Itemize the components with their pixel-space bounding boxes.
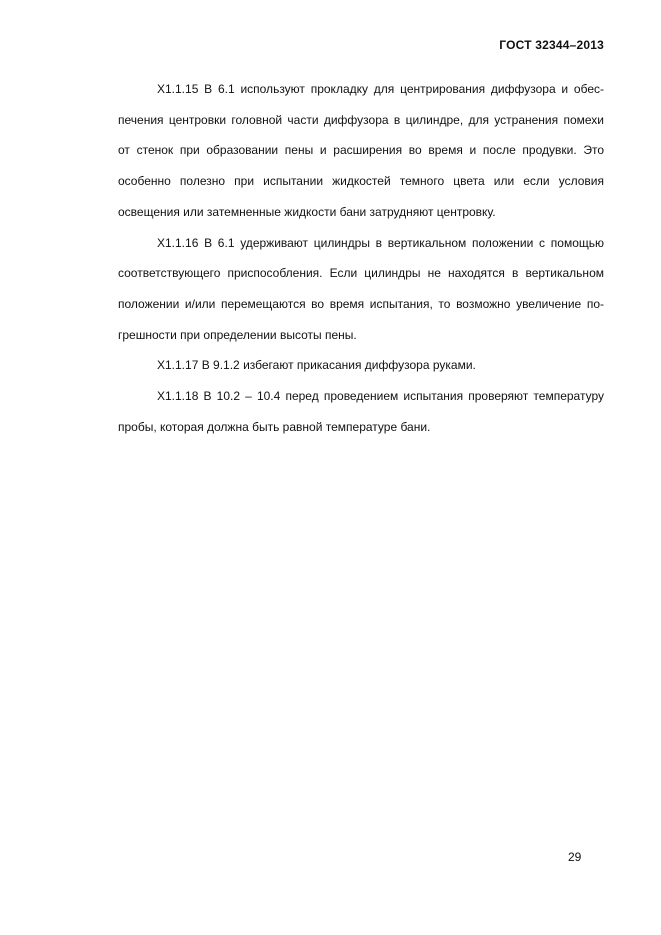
text-line: освещения или затемненные жидкости бани затрудняют центровку. <box>118 204 496 219</box>
text-line: грешности при определении высоты пены. <box>118 327 357 342</box>
paragraph-x1-1-18 <box>79 381 604 442</box>
text-line: печения центровки головной части диффузора в цилиндре, для устранения помехи <box>118 112 604 127</box>
text-line: соответствующего приспособления. Если цилиндры не находятся в вертикальном <box>118 266 604 281</box>
document-body <box>79 74 604 442</box>
page-number: 29 <box>568 850 582 864</box>
paragraph-x1-1-16 <box>79 228 604 351</box>
text-line: от стенок при образовании пены и расширения во время и после продувки. Это <box>118 143 604 158</box>
text-line: X1.1.16 В 6.1 удерживают цилиндры в вертикальном положении с помощью <box>157 235 604 250</box>
text-line: пробы, которая должна быть равной температуре бани. <box>118 419 431 434</box>
paragraph-x1-1-15 <box>79 74 604 228</box>
text-line: X1.1.17 В 9.1.2 избегают прикасания диффузора руками. <box>157 358 476 373</box>
text-line: положении и/или перемещаются во время испытания, то возможно увеличение по- <box>118 296 604 311</box>
text-line: X1.1.15 В 6.1 используют прокладку для центрирования диффузора и обес- <box>157 82 604 96</box>
text-line: X1.1.18 В 10.2 – 10.4 перед проведением испытания проверяют температуру <box>157 389 604 404</box>
document-code-header: ГОСТ 32344–2013 <box>499 38 604 52</box>
paragraph-x1-1-17 <box>79 350 604 381</box>
text-line: особенно полезно при испытании жидкостей темного цвета или если условия <box>118 174 604 189</box>
